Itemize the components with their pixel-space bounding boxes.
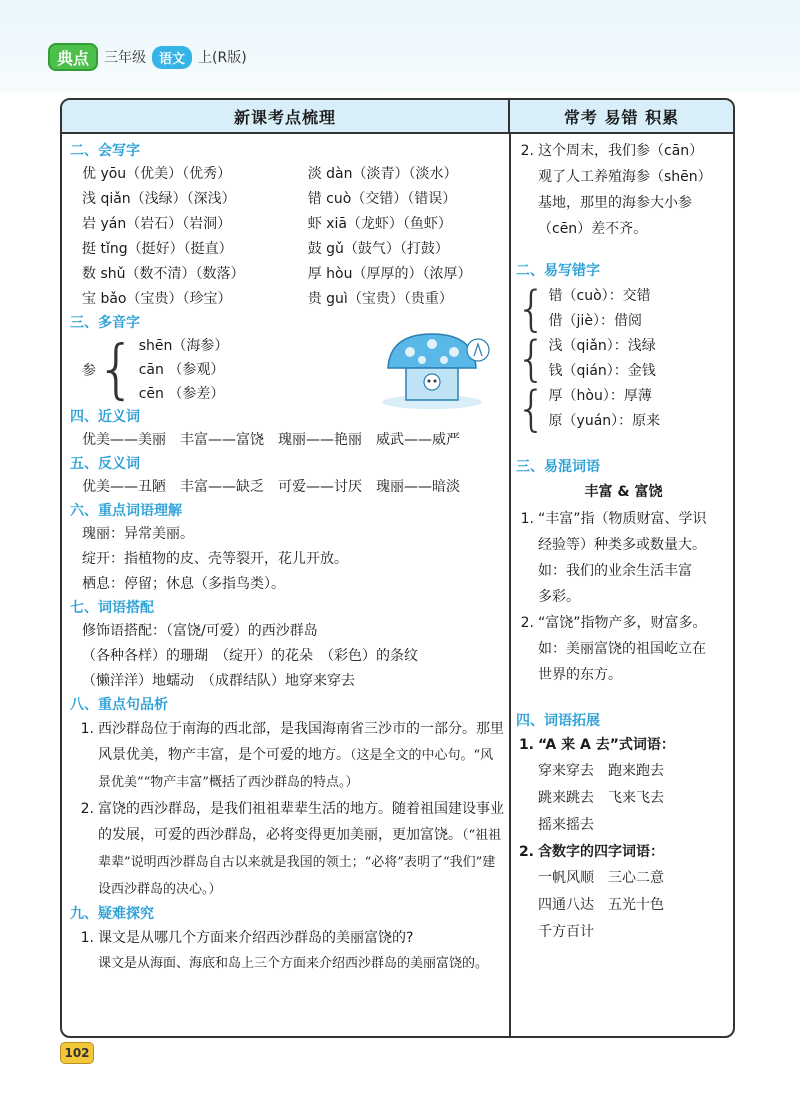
char-pair-list bbox=[549, 384, 661, 434]
section-title: 九、疑难探究 bbox=[70, 906, 154, 922]
confusable-item bbox=[516, 506, 731, 610]
left-column bbox=[70, 140, 504, 977]
section-title: 四、近义词 bbox=[70, 409, 140, 425]
right-column bbox=[516, 138, 731, 946]
expansion-words: 跳来跳去 飞来飞去 bbox=[538, 790, 664, 806]
char-row bbox=[70, 262, 504, 287]
char-pair-line: 原（yuán）：原来 bbox=[548, 413, 661, 429]
section-title: 二、易写错字 bbox=[516, 263, 600, 279]
section-title: 三、多音字 bbox=[70, 315, 140, 331]
example-item bbox=[516, 138, 731, 242]
analysis-note: （“祖祖辈辈”说明西沙群岛自古以来就是我国的领土；“必将”表明了“我们”建设西沙群岛的决心。） bbox=[98, 828, 502, 897]
question-text: 课文是从哪几个方面来介绍西沙群岛的美丽富饶的? bbox=[98, 930, 414, 946]
analysis-body bbox=[98, 716, 504, 796]
confusable-body bbox=[538, 506, 707, 610]
char-pair-line: 厚（hòu）：厚薄 bbox=[548, 388, 652, 404]
char-entry: 浅 qiǎn（浅绿）（深浅） bbox=[82, 191, 236, 207]
char-pair-line: 钱（qián）：金钱 bbox=[548, 363, 656, 379]
char-entry: 鼓 gǔ（鼓气）（打鼓） bbox=[307, 241, 449, 257]
confusable-item bbox=[516, 610, 731, 688]
char-pair-line: 浅（qiǎn）：浅绿 bbox=[548, 338, 656, 354]
char-entry: 数 shǔ（数不清）（数落） bbox=[82, 266, 245, 282]
char-entry: 厚 hòu（厚厚的）（浓厚） bbox=[307, 266, 472, 282]
polyphone-list bbox=[139, 334, 229, 406]
column-divider bbox=[509, 134, 511, 1038]
expansion-words: 摇来摇去 bbox=[538, 817, 594, 833]
char-pair-list bbox=[549, 334, 656, 384]
char-row bbox=[70, 287, 504, 312]
char-row bbox=[70, 187, 504, 212]
confusable-body bbox=[538, 610, 707, 688]
char-entry: 岩 yán（岩石）（岩洞） bbox=[82, 216, 232, 232]
example-line: 这个周末，我们参（cān） bbox=[538, 143, 704, 159]
synonym-line: 优美——美丽 丰富——富饶 瑰丽——艳丽 威武——威严 bbox=[82, 432, 460, 448]
page-number: 102 bbox=[60, 1042, 94, 1064]
item-number: 2. bbox=[80, 801, 94, 817]
confusable-line: 如：我们的业余生活丰富 bbox=[538, 563, 692, 579]
expansion-words: 千方百计 bbox=[538, 924, 594, 940]
section-title: 八、重点句品析 bbox=[70, 697, 168, 713]
analysis-item bbox=[70, 796, 504, 903]
char-pair bbox=[516, 281, 731, 337]
char-row bbox=[70, 237, 504, 262]
mushroom-house-illustration bbox=[380, 328, 492, 410]
analysis-body bbox=[98, 796, 504, 903]
right-column-title: 常考 易错 积累 bbox=[510, 100, 733, 134]
expansion-title: 含数字的四字词语： bbox=[538, 844, 664, 860]
char-row bbox=[70, 212, 504, 237]
brace-icon: { bbox=[96, 333, 137, 407]
expansion-item bbox=[516, 732, 731, 839]
volume-label: 上(R版) bbox=[198, 50, 247, 66]
polyphone-reading: shēn（海参） bbox=[138, 338, 229, 354]
section-title: 三、易混词语 bbox=[516, 459, 600, 475]
section-title: 二、会写字 bbox=[70, 143, 140, 159]
char-pair-list bbox=[549, 284, 651, 334]
item-number: 2. bbox=[520, 143, 534, 159]
item-number: 1. bbox=[520, 511, 534, 527]
polyphone-reading: cēn （参差） bbox=[138, 386, 225, 402]
expansion-words: 四通八达 五光十色 bbox=[538, 897, 664, 913]
collocation-line: 修饰语搭配：（富饶/可爱）的西沙群岛 bbox=[82, 623, 318, 639]
section-title: 七、词语搭配 bbox=[70, 600, 154, 616]
analysis-note: （这是全文的中心句。“风景优美”“物产丰富”概括了西沙群岛的特点。） bbox=[98, 748, 494, 790]
confusable-line: 经验等）种类多或数量大。 bbox=[538, 537, 706, 553]
char-entry: 挺 tǐng（挺好）（挺直） bbox=[82, 241, 233, 257]
item-number: 2. bbox=[518, 844, 534, 860]
char-entry: 贵 guì（宝贵）（贵重） bbox=[307, 291, 453, 307]
grade-label: 三年级 bbox=[104, 50, 146, 66]
char-row bbox=[70, 162, 504, 187]
confusable-line: “丰富”指（物质财富、学识 bbox=[538, 511, 707, 527]
section-title: 四、词语拓展 bbox=[516, 713, 600, 729]
term-line: 栖息：停留；休息（多指鸟类）。 bbox=[82, 576, 285, 592]
char-pair-line: 错（cuò）：交错 bbox=[548, 288, 651, 304]
confusable-line: “富饶”指物产多，财富多。 bbox=[538, 615, 707, 631]
question-body bbox=[98, 925, 488, 977]
polyphone-reading: cān （参观） bbox=[138, 362, 225, 378]
term-line: 绽开：指植物的皮、壳等裂开，花儿开放。 bbox=[82, 551, 348, 567]
subject-badge: 语文 bbox=[152, 46, 192, 69]
expansion-body bbox=[538, 732, 675, 839]
collocation-line: （各种各样）的珊瑚 （绽开）的花朵 （彩色）的条纹 bbox=[82, 648, 418, 664]
confusable-line: 世界的东方。 bbox=[538, 667, 622, 683]
item-number: 1. bbox=[518, 737, 534, 753]
char-entry: 错 cuò（交错）（错误） bbox=[307, 191, 457, 207]
item-number: 2. bbox=[520, 615, 534, 631]
section-title: 五、反义词 bbox=[70, 456, 140, 472]
item-number: 1. bbox=[80, 930, 94, 946]
answer-text: 课文是从海面、海底和岛上三个方面来介绍西沙群岛的美丽富饶的。 bbox=[98, 956, 489, 971]
expansion-body bbox=[538, 839, 664, 946]
analysis-item bbox=[70, 716, 504, 796]
expansion-title: “A 来 A 去”式词语： bbox=[538, 737, 675, 753]
char-pair bbox=[516, 331, 731, 387]
char-pair-line: 借（jiè）：借阅 bbox=[548, 313, 642, 329]
example-body bbox=[538, 138, 712, 242]
char-entry: 优 yōu（优美）（优秀） bbox=[82, 166, 232, 182]
brace-icon: { bbox=[516, 281, 547, 337]
char-pair bbox=[516, 381, 731, 437]
example-line: 观了人工养殖海参（shēn） bbox=[538, 169, 712, 185]
item-number: 1. bbox=[80, 721, 94, 737]
collocation-line: （懒洋洋）地蠕动 （成群结队）地穿来穿去 bbox=[82, 673, 355, 689]
polyphone-char: 参 bbox=[82, 363, 96, 379]
brace-icon: { bbox=[516, 331, 547, 387]
expansion-item bbox=[516, 839, 731, 946]
antonym-line: 优美——丑陋 丰富——缺乏 可爱——讨厌 瑰丽——暗淡 bbox=[82, 479, 460, 495]
confusable-line: 如：美丽富饶的祖国屹立在 bbox=[538, 641, 706, 657]
char-entry: 虾 xiā（龙虾）（鱼虾） bbox=[307, 216, 452, 232]
expansion-words: 一帆风顺 三心二意 bbox=[538, 870, 664, 886]
char-entry: 淡 dàn（淡青）（淡水） bbox=[307, 166, 458, 182]
logo-text: 典点 bbox=[56, 48, 89, 68]
left-column-title: 新课考点梳理 bbox=[62, 100, 510, 134]
expansion-words: 穿来穿去 跑来跑去 bbox=[538, 763, 664, 779]
example-line: （cēn）差不齐。 bbox=[538, 221, 648, 237]
confusable-line: 多彩。 bbox=[538, 589, 580, 605]
section-title: 六、重点词语理解 bbox=[70, 503, 182, 519]
example-line: 基地，那里的海参大小参 bbox=[538, 195, 692, 211]
confusable-subtitle: 丰富 & 富饶 bbox=[584, 484, 663, 500]
analysis-text: 西沙群岛位于南海的西北部，是我国海南省三沙市的一部分。那里风景优美，物产丰富，是个可爱的地方。 bbox=[98, 721, 504, 763]
char-entry: 宝 bǎo（宝贵）（珍宝） bbox=[82, 291, 232, 307]
page-header bbox=[48, 42, 247, 72]
brand-logo bbox=[48, 43, 98, 71]
term-line: 瑰丽：异常美丽。 bbox=[82, 526, 194, 542]
brace-icon: { bbox=[516, 381, 547, 437]
question-item bbox=[70, 925, 504, 977]
analysis-text: 富饶的西沙群岛，是我们祖祖辈辈生活的地方。随着祖国建设事业的发展，可爱的西沙群岛，必将变得更加美丽，更加富饶。 bbox=[98, 801, 504, 843]
